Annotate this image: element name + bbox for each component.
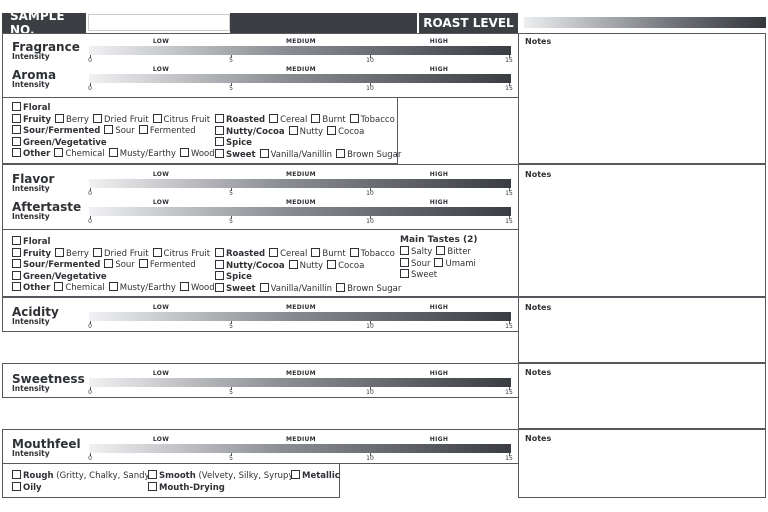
nutty-cocoa-checkbox[interactable]: Nutty/Cocoa	[215, 260, 285, 273]
checkbox-row	[12, 236, 224, 248]
green-vegetative-checkbox[interactable]: Green/Vegetative	[12, 271, 107, 284]
checkbox-row	[12, 148, 224, 160]
mouth-drying-label: Mouth-Drying	[159, 482, 225, 493]
checkbox-row	[12, 248, 224, 260]
fragrance-scale-bar[interactable]	[89, 46, 511, 55]
checkbox-row	[12, 259, 224, 271]
sour-checkbox[interactable]: Sour	[400, 258, 430, 271]
sweet-checkbox[interactable]: Sweet	[215, 283, 256, 296]
flavor-intensity-label: Intensity	[12, 184, 50, 193]
sour-fermented-checkbox[interactable]: Sour/Fermented	[12, 259, 100, 272]
sweetness-scale-high-label: HIGH	[429, 370, 449, 377]
checkbox-row	[400, 258, 480, 270]
fermented-checkbox[interactable]: Fermented	[139, 259, 196, 272]
acidity-scale-tick-label: 5	[229, 323, 233, 330]
checkbox-row	[12, 271, 224, 283]
fragrance-scale-high-label: HIGH	[429, 38, 449, 45]
aftertaste-scale-medium-label: MEDIUM	[286, 199, 316, 206]
berry-checkbox[interactable]: Berry	[55, 114, 89, 127]
notes-box-sweetness[interactable]	[518, 363, 766, 429]
notes-box-fragrance[interactable]	[518, 33, 766, 164]
aftertaste-scale-high-label: HIGH	[429, 199, 449, 206]
sweetness-scale-low-label: LOW	[152, 370, 170, 377]
mouth-drying-checkbox[interactable]	[148, 482, 225, 495]
aroma-scale-high-label: HIGH	[429, 66, 449, 73]
mouthfeel-options-col2	[148, 470, 301, 493]
other-checkbox[interactable]: Other	[12, 148, 50, 161]
aftertaste-scale-tick-label: 0	[88, 218, 92, 225]
fragrance-scale-tick-label: 10	[366, 57, 374, 64]
smooth-label: Smooth	[159, 471, 196, 481]
notes-label: Notes	[525, 434, 552, 443]
sweetness-intensity-label: Intensity	[12, 384, 50, 393]
sweetness-heading	[12, 373, 85, 393]
acidity-heading	[12, 306, 59, 326]
sweetness-scale-tick-label: 10	[366, 389, 374, 396]
roast-level-scale[interactable]	[524, 17, 766, 28]
fruity-checkbox[interactable]: Fruity	[12, 248, 51, 261]
fragrance-descriptors-left	[12, 102, 224, 160]
fragrance-descriptors-right	[215, 114, 405, 160]
citrus-fruit-checkbox[interactable]: Citrus Fruit	[153, 248, 211, 261]
fragrance-scale-low-label: LOW	[152, 38, 170, 45]
acidity-scale-high-label: HIGH	[429, 304, 449, 311]
burnt-checkbox[interactable]: Burnt	[311, 114, 345, 127]
acidity-scale-low-label: LOW	[152, 304, 170, 311]
checkbox-row	[215, 260, 405, 272]
floral-checkbox[interactable]: Floral	[12, 102, 50, 115]
sample-no-label	[2, 9, 86, 37]
flavor-scale-bar[interactable]	[89, 179, 511, 188]
aftertaste-scale-tick-label: 10	[366, 218, 374, 225]
roasted-checkbox[interactable]: Roasted	[215, 114, 265, 127]
roasted-checkbox[interactable]: Roasted	[215, 248, 265, 261]
mouthfeel-scale-tick-label: 0	[88, 455, 92, 462]
flavor-scale-tick-label: 10	[366, 190, 374, 197]
main-tastes-group	[400, 235, 480, 281]
flavor-scale-tick-label: 5	[229, 190, 233, 197]
roast-level-text: ROAST LEVEL	[423, 16, 514, 30]
aroma-intensity-scale[interactable]	[89, 66, 511, 98]
citrus-fruit-checkbox[interactable]: Citrus Fruit	[153, 114, 211, 127]
aroma-intensity-label: Intensity	[12, 80, 50, 89]
berry-checkbox[interactable]: Berry	[55, 248, 89, 261]
aftertaste-title: Aftertaste	[12, 200, 82, 214]
notes-label: Notes	[525, 368, 552, 377]
aroma-scale-tick-label: 0	[88, 85, 92, 92]
mouthfeel-intensity-scale[interactable]	[89, 436, 511, 468]
mouthfeel-scale-tick-label: 5	[229, 455, 233, 462]
mouthfeel-heading	[12, 438, 81, 458]
mouthfeel-scale-medium-label: MEDIUM	[286, 436, 316, 443]
flavor-heading	[12, 173, 54, 193]
flavor-descriptors-right	[215, 248, 405, 294]
sample-no-text: SAMPLE NO.	[10, 9, 65, 37]
acidity-title: Acidity	[12, 305, 59, 319]
main-tastes-options	[400, 246, 480, 281]
aftertaste-scale-low-label: LOW	[152, 199, 170, 206]
notes-box-acidity[interactable]	[518, 297, 766, 363]
header-bar	[230, 13, 417, 33]
aroma-scale-low-label: LOW	[152, 66, 170, 73]
sweetness-scale-tick-label: 15	[505, 389, 513, 396]
woody-checkbox[interactable]: Woody	[180, 282, 220, 295]
musty-earthy-checkbox[interactable]: Musty/Earthy	[109, 148, 176, 161]
aroma-heading	[12, 69, 56, 89]
checkbox-row	[12, 114, 224, 126]
mouthfeel-scale-low-label: LOW	[152, 436, 170, 443]
flavor-scale-medium-label: MEDIUM	[286, 171, 316, 178]
musty-earthy-checkbox[interactable]: Musty/Earthy	[109, 282, 176, 295]
acidity-scale-medium-label: MEDIUM	[286, 304, 316, 311]
nutty-checkbox[interactable]: Nutty	[289, 260, 323, 273]
fruity-checkbox[interactable]: Fruity	[12, 114, 51, 127]
oily-label: Oily	[23, 482, 42, 493]
green-vegetative-checkbox[interactable]: Green/Vegetative	[12, 137, 107, 150]
notes-box-mouthfeel[interactable]	[518, 429, 766, 498]
smooth-detail: (Velvety, Silky, Syrupy)	[195, 471, 297, 481]
flavor-scale-low-label: LOW	[152, 171, 170, 178]
mouthfeel-options-col3	[291, 470, 344, 482]
aroma-scale-tick-label: 5	[229, 85, 233, 92]
acidity-scale-tick-label: 10	[366, 323, 374, 330]
fragrance-title: Fragrance	[12, 40, 80, 54]
acidity-scale-tick-label: 0	[88, 323, 92, 330]
acidity-intensity-scale[interactable]	[89, 304, 511, 336]
checkbox-row	[215, 271, 405, 283]
mouthfeel-scale-tick-label: 10	[366, 455, 374, 462]
floral-checkbox[interactable]: Floral	[12, 236, 50, 249]
mouthfeel-title: Mouthfeel	[12, 437, 81, 451]
oily-checkbox[interactable]	[12, 482, 42, 495]
sour-checkbox[interactable]: Sour	[104, 125, 134, 138]
dried-fruit-checkbox[interactable]: Dried Fruit	[93, 114, 149, 127]
cocoa-checkbox[interactable]: Cocoa	[327, 260, 364, 273]
aftertaste-intensity-label: Intensity	[12, 212, 50, 221]
checkbox-row	[215, 283, 405, 295]
bitter-checkbox[interactable]: Bitter	[436, 246, 471, 259]
nutty-cocoa-checkbox[interactable]: Nutty/Cocoa	[215, 126, 285, 139]
acidity-scale-tick-label: 15	[505, 323, 513, 330]
brown-sugar-checkbox[interactable]: Brown Sugar	[336, 283, 401, 296]
notes-label: Notes	[525, 303, 552, 312]
checkbox-row	[215, 137, 405, 149]
rough-label: Rough	[23, 471, 54, 481]
tobacco-checkbox[interactable]: Tobacco	[350, 114, 395, 127]
aftertaste-heading	[12, 201, 81, 221]
fermented-checkbox[interactable]: Fermented	[139, 125, 196, 138]
cereal-checkbox[interactable]: Cereal	[269, 114, 307, 127]
salty-checkbox[interactable]: Salty	[400, 246, 432, 259]
sweetness-scale-medium-label: MEDIUM	[286, 370, 316, 377]
sweetness-intensity-scale[interactable]	[89, 370, 511, 402]
sample-no-field[interactable]	[88, 14, 230, 31]
checkbox-row	[12, 282, 224, 294]
mouthfeel-scale-high-label: HIGH	[429, 436, 449, 443]
flavor-scale-high-label: HIGH	[429, 171, 449, 178]
chemical-checkbox[interactable]: Chemical	[54, 282, 104, 295]
fragrance-scale-tick-label: 15	[505, 57, 513, 64]
cocoa-checkbox[interactable]: Cocoa	[327, 126, 364, 139]
flavor-scale-tick-label: 0	[88, 190, 92, 197]
fragrance-scale-tick-label: 5	[229, 57, 233, 64]
spice-checkbox[interactable]: Spice	[215, 137, 252, 150]
sweetness-scale-tick-label: 0	[88, 389, 92, 396]
aftertaste-intensity-scale[interactable]	[89, 199, 511, 231]
flavor-descriptors-left	[12, 236, 224, 294]
roast-level-label	[419, 13, 518, 33]
aftertaste-scale-tick-label: 15	[505, 218, 513, 225]
aroma-scale-tick-label: 10	[366, 85, 374, 92]
cereal-checkbox[interactable]: Cereal	[269, 248, 307, 261]
other-checkbox[interactable]: Other	[12, 282, 50, 295]
aroma-scale-tick-label: 15	[505, 85, 513, 92]
acidity-intensity-label: Intensity	[12, 317, 50, 326]
sweetness-title: Sweetness	[12, 372, 85, 386]
fragrance-intensity-label: Intensity	[12, 52, 50, 61]
notes-label: Notes	[525, 170, 552, 179]
umami-checkbox[interactable]: Umami	[434, 258, 475, 271]
mouthfeel-options-col1	[12, 470, 157, 493]
notes-label: Notes	[525, 37, 552, 46]
flavor-scale-tick-label: 15	[505, 190, 513, 197]
woody-checkbox[interactable]: Woody	[180, 148, 220, 161]
checkbox-row	[215, 126, 405, 138]
tobacco-checkbox[interactable]: Tobacco	[350, 248, 395, 261]
sweet-checkbox[interactable]: Sweet	[400, 269, 437, 282]
rough-detail: (Gritty, Chalky, Sandy)	[53, 471, 153, 481]
sour-fermented-checkbox[interactable]: Sour/Fermented	[12, 125, 100, 138]
mouthfeel-scale-tick-label: 15	[505, 455, 513, 462]
metallic-checkbox[interactable]	[291, 470, 340, 483]
sweetness-scale-tick-label: 5	[229, 389, 233, 396]
aroma-title: Aroma	[12, 68, 57, 82]
checkbox-row	[215, 149, 405, 161]
mouthfeel-scale-bar[interactable]	[89, 444, 511, 453]
checkbox-row	[400, 269, 480, 281]
acidity-scale-bar[interactable]	[89, 312, 511, 321]
aftertaste-scale-tick-label: 5	[229, 218, 233, 225]
checkbox-row	[12, 125, 224, 137]
nutty-checkbox[interactable]: Nutty	[289, 126, 323, 139]
aroma-scale-medium-label: MEDIUM	[286, 66, 316, 73]
flavor-title: Flavor	[12, 172, 55, 186]
vanilla-vanillin-checkbox[interactable]: Vanilla/Vanillin	[260, 149, 333, 162]
checkbox-row	[12, 137, 224, 149]
fragrance-scale-tick-label: 0	[88, 57, 92, 64]
sweetness-scale-bar[interactable]	[89, 378, 511, 387]
checkbox-row	[215, 248, 405, 260]
dried-fruit-checkbox[interactable]: Dried Fruit	[93, 248, 149, 261]
aftertaste-scale-bar[interactable]	[89, 207, 511, 216]
mouthfeel-intensity-label: Intensity	[12, 449, 50, 458]
checkbox-row	[12, 102, 224, 114]
chemical-checkbox[interactable]: Chemical	[54, 148, 104, 161]
checkbox-row	[400, 246, 480, 258]
checkbox-row	[215, 114, 405, 126]
main-tastes-title: Main Tastes (2)	[400, 235, 478, 245]
sweet-checkbox[interactable]: Sweet	[215, 149, 256, 162]
notes-box-flavor[interactable]	[518, 164, 766, 297]
vanilla-vanillin-checkbox[interactable]: Vanilla/Vanillin	[260, 283, 333, 296]
brown-sugar-checkbox[interactable]: Brown Sugar	[336, 149, 401, 162]
metallic-label: Metallic	[302, 471, 340, 481]
fragrance-scale-medium-label: MEDIUM	[286, 38, 316, 45]
sour-checkbox[interactable]: Sour	[104, 259, 134, 272]
aroma-scale-bar[interactable]	[89, 74, 511, 83]
burnt-checkbox[interactable]: Burnt	[311, 248, 345, 261]
fragrance-heading	[12, 41, 80, 61]
spice-checkbox[interactable]: Spice	[215, 271, 252, 284]
